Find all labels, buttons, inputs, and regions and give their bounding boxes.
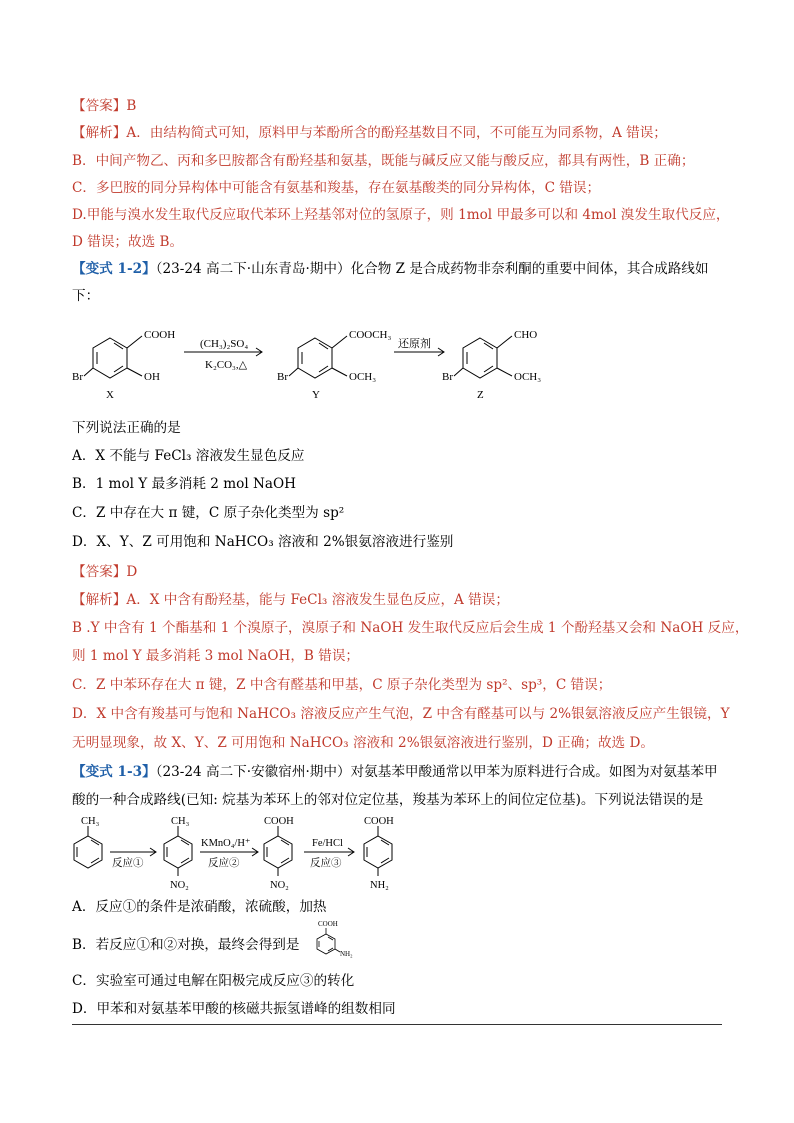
- benzene-ring-nitrotoluene: [164, 836, 192, 868]
- nh2-small-label: NH₂: [340, 950, 353, 958]
- q1-analysis-c: C．多巴胺的同分异构体中可能含有氨基和羧基，存在氨基酸类的同分异构体，C 错误；: [72, 180, 601, 196]
- z-och3-label: OCH₃: [514, 371, 542, 383]
- bottom-divider: [72, 1024, 722, 1025]
- q2-analysis-b1: B .Y 中含有 1 个酯基和 1 个溴原子，溴原子和 NaOH 发生取代反应后会生成 1 个酚羟基又会和 NaOH 反应，: [72, 620, 749, 636]
- q3-option-d[interactable]: D．甲苯和对氨基苯甲酸的核磁共振氢谱峰的组数相同: [72, 1001, 396, 1017]
- q1-analysis-d1: D.甲能与溴水发生取代反应取代苯环上羟基邻对位的氢原子，则 1mol 甲最多可以和 4mol 溴发生取代反应，: [72, 207, 730, 223]
- step3-label: 反应③: [310, 858, 342, 869]
- no2-label-2: NO₂: [270, 880, 289, 891]
- variant-tag: 【变式 1-2】: [72, 261, 156, 277]
- q1-answer-line: [72, 96, 136, 116]
- q3-stem-line1: [72, 762, 718, 782]
- answer-tag: 【答案】: [72, 98, 127, 114]
- benzene-ring-nitrobenzoic: [264, 836, 292, 868]
- z-br-label: Br: [442, 371, 453, 383]
- no2-label-1: NO₂: [170, 880, 189, 891]
- ch3-label-2: CH₃: [171, 816, 190, 827]
- nh2-label: NH₂: [370, 880, 389, 891]
- x-oh-label: OH: [144, 371, 160, 383]
- m-aminobenzoic-structure: [312, 920, 362, 962]
- q2-option-a[interactable]: A．X 不能与 FeCl₃ 溶液发生显色反应: [72, 448, 305, 464]
- y-br-label: Br: [277, 371, 288, 383]
- q2-option-b[interactable]: B．1 mol Y 最多消耗 2 mol NaOH: [72, 476, 296, 492]
- q2-synthesis-scheme: [72, 318, 552, 408]
- q3-stem-line2: 酸的一种合成路线(已知: 烷基为苯环上的邻对位定位基，羧基为苯环上的间位定位基)。下列说法错误的是: [72, 792, 704, 808]
- variant-tag: 【变式 1-3】: [72, 764, 156, 780]
- q2-stem-line1: [72, 259, 709, 279]
- q2-stem-line2: 下：: [72, 288, 100, 304]
- q2-stem-text: 化合物 Z 是合成药物非奈利酮的重要中间体，其合成路线如: [350, 261, 709, 277]
- scheme2-svg: [72, 814, 422, 894]
- reagent1-top: (CH₃)₂SO₄: [200, 338, 249, 350]
- analysis-a-text: A．X 中含有酚羟基，能与 FeCl₃ 溶液发生显色反应，A 错误；: [126, 592, 509, 608]
- y-ester-label: COOCH₃: [349, 329, 392, 341]
- scheme-svg: [72, 318, 552, 408]
- q3-option-b-text: B．若反应①和②对换，最终会得到是: [72, 937, 300, 953]
- reagent2-label: KMnO₄/H⁺: [201, 838, 251, 849]
- ch3-label-1: CH₃: [81, 816, 100, 827]
- compound-y-label: Y: [312, 389, 320, 401]
- analysis-tag: 【解析】: [72, 125, 127, 141]
- q3-synthesis-scheme: [72, 814, 422, 894]
- z-cho-label: CHO: [514, 329, 538, 341]
- reagent3-label: Fe/HCl: [312, 838, 343, 849]
- reagent2-label: 还原剂: [398, 338, 431, 350]
- analysis-a-text: A．由结构简式可知，原料甲与苯酚所含的酚羟基数目不同，不可能互为同系物，A 错误；: [126, 125, 667, 141]
- benzene-ring-product: [364, 836, 392, 868]
- q2-analysis-d2: 无明显现象，故 X、Y、Z 可用饱和 NaHCO₃ 溶液和 2%银氨溶液进行鉴别，D 正确；故选 D。: [72, 735, 654, 751]
- step2-label: 反应②: [208, 858, 240, 869]
- q2-analysis-c: C．Z 中苯环存在大 π 键，Z 中含有醛基和甲基，C 原子杂化类型为 sp²、sp³，C 错误；: [72, 677, 612, 693]
- answer-tag: 【答案】: [72, 564, 127, 580]
- variant-source: （23-24 高二下·山东青岛·期中）: [155, 261, 351, 277]
- x-cooh-label: COOH: [144, 329, 176, 341]
- benzene-ring-toluene: [74, 836, 102, 868]
- m-aminobenzoic-svg: [312, 920, 362, 962]
- compound-x-label: X: [106, 389, 114, 401]
- q1-analysis-b: B．中间产物乙、丙和多巴胺都含有酚羟基和氨基，既能与碱反应又能与酸反应，都具有两性，B 正确；: [72, 153, 695, 169]
- q2-option-c[interactable]: C．Z 中存在大 π 键，C 原子杂化类型为 sp²: [72, 505, 345, 521]
- benzene-ring-z: [463, 338, 497, 378]
- answer-value: B: [126, 98, 137, 114]
- benzene-ring-x: [93, 338, 127, 378]
- q2-option-d[interactable]: D．X、Y、Z 可用饱和 NaHCO₃ 溶液和 2%银氨溶液进行鉴别: [72, 534, 454, 550]
- q1-analysis-a: [72, 123, 667, 143]
- step1-label: 反应①: [112, 858, 144, 869]
- compound-z-label: Z: [477, 389, 484, 401]
- answer-value: D: [126, 564, 138, 580]
- y-och3-label: OCH₃: [349, 371, 377, 383]
- q3-option-a[interactable]: A．反应①的条件是浓硝酸，浓硫酸，加热: [72, 899, 327, 915]
- benzene-ring-y: [298, 338, 332, 378]
- analysis-tag: 【解析】: [72, 592, 127, 608]
- cooh-label-2: COOH: [364, 816, 394, 827]
- cooh-label-1: COOH: [264, 816, 294, 827]
- q3-option-b[interactable]: [72, 935, 300, 955]
- q2-analysis-a: [72, 590, 509, 610]
- q1-analysis-d2: D 错误；故选 B。: [72, 234, 184, 250]
- x-br-label: Br: [72, 371, 83, 383]
- q2-question: 下列说法正确的是: [72, 420, 181, 436]
- q2-analysis-b2: 则 1 mol Y 最多消耗 3 mol NaOH，B 错误；: [72, 648, 360, 664]
- reagent1-bottom: K₂CO₃,△: [205, 359, 248, 371]
- q3-option-c[interactable]: C．实验室可通过电解在阳极完成反应③的转化: [72, 973, 355, 989]
- q2-analysis-d1: D．X 中含有羧基可与饱和 NaHCO₃ 溶液反应产生气泡，Z 中含有醛基可以与 2%银氨溶液反应产生银镜，Y: [72, 706, 730, 722]
- q3-stem-text: （23-24 高二下·安徽宿州·期中）对氨基苯甲酸通常以甲苯为原料进行合成。如图为对氨基苯甲: [155, 764, 718, 780]
- cooh-small-label: COOH: [318, 920, 338, 928]
- q2-answer-line: [72, 562, 137, 582]
